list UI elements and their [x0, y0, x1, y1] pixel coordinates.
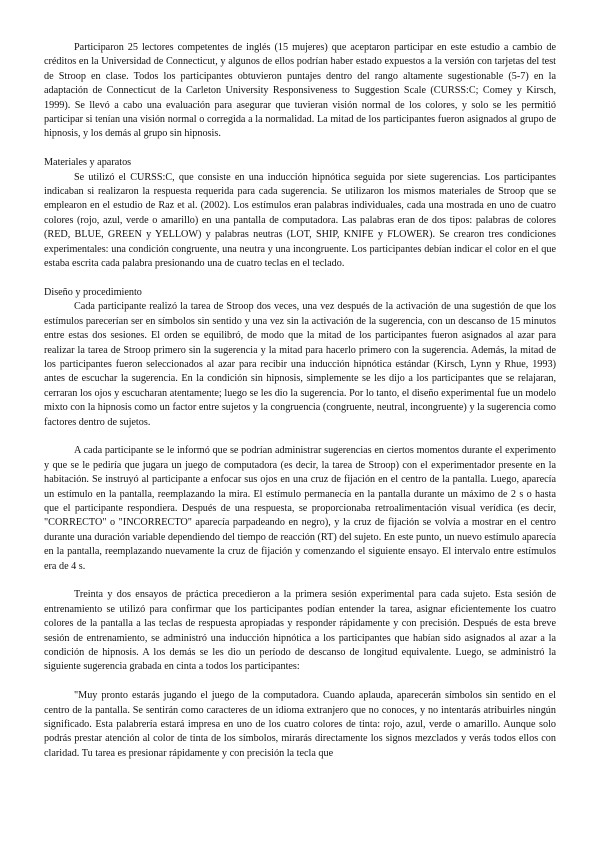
paragraph-suggestion-quote: "Muy pronto estarás jugando el juego de la computadora. Cuando aplauda, aparecerán símbolos sin sentido en el centro de la pantalla. Se sentirán como caracteres de un idioma extranjero que no conoces, y no intentarás atribuirles ningún significado. Esta palabrería estará impresa en uno de los cuatro colores de tinta: rojo, azul, verde o amarillo. Aunque solo podrás prestar atención al color de tinta de los símbolos, mirarás directamente los signos mezclados y verás todos ellos con claridad. Tu tarea es presionar rápidamente y con precisión la tecla que [44, 690, 556, 759]
paragraph-training: Treinta y dos ensayos de práctica precedieron a la primera sesión experimental para cada sujeto. Esta sesión de entrenamiento se utilizó para confirmar que los participantes podían entender la tarea, asignar eficientemente los cuatro colores de la pantalla a las teclas de respuesta apropiadas y responder rápidamente y con precisión. Después de esta breve sesión de entrenamiento, se administró una inducción hipnótica a los participantes que habían sido asignados al azar a la condición de hipnosis. A los demás se les dio un período de descanso de longitud equivalente. Luego, se administró la siguiente sugerencia grabada en cinta a todos los participantes: [44, 589, 556, 673]
heading-design: Diseño y procedimiento [44, 286, 142, 298]
heading-materials: Materiales y aparatos [44, 157, 132, 169]
paragraph-procedure: A cada participante se le informó que se podrían administrar sugerencias en ciertos momentos durante el experimento y que se le pediría que jugara un juego de computadora (es decir, la tarea de Stroop) con el experimentador presente en la habitación. Se instruyó al participante a enfocar sus ojos en una cruz de fijación en el centro de la pantalla. Luego, aparecía un estímulo en la pantalla, reemplazando la mira. El estímulo permanecía en la pantalla durante un máximo de 2 s o hasta que el participante respondiera. Después de una respuesta, se proporcionaba retroalimentación visual verídica (es decir, "CORRECTO" o "INCORRECTO" aparecía parpadeando en negro), y la cruz de fijación se volvía a mostrar en el centro durante una duración variable dependiendo del tiempo de reacción (RT) del sujeto. En este punto, un nuevo estímulo aparecía en la pantalla, reemplazando nuevamente la cruz de fijación y comenzando el siguiente ensayo. El intervalo entre estímulos era de 4 s. [44, 445, 556, 572]
paragraph-materials: Se utilizó el CURSS:C, que consiste en una inducción hipnótica seguida por siete sugerencias. Los participantes indicaban si realizaron la respuesta requerida para cada sugerencia. Se utilizaron los mismos materiales de Stroop que se emplearon en el estudio de Raz et al. (2002). Los estímulos eran palabras individuales, cada una mostrada en uno de cuatro colores (rojo, azul, verde o amarillo) en una pantalla de computadora. Las palabras eran de dos tipos: palabras de colores (RED, BLUE, GREEN y YELLOW) y palabras neutras (LOT, SHIP, KNIFE y FLOWER). Se crearon tres condiciones experimentales: una condición congruente, una neutra y una incongruente. Los participantes debían indicar el color en el que estaba escrita cada palabra presionando una de cuatro teclas en el teclado. [44, 171, 556, 270]
paragraph-design: Cada participante realizó la tarea de Stroop dos veces, una vez después de la activación de una sugestión de que los estímulos parecerían ser en símbolos sin sentido y una vez sin la activación de la sugerencia, con un descanso de 15 minutos entre estas dos sesiones. El orden se equilibró, de modo que la mitad de los participantes fueron asignados al azar para realizar la tarea de Stroop primero sin la sugerencia y la mitad para hacerlo primero con la sugerencia. Además, la mitad de los participantes fueron seleccionados al azar para recibir una inducción hipnótica estándar (Kirsch, Lynn y Rhue, 1993) antes de escuchar la sugerencia. En la condición sin hipnosis, simplemente se les dijo a los participantes que se relajaran, cerraran los ojos y escucharan atentamente; luego se les dio la sugerencia. Por lo tanto, el diseño experimental fue un modelo mixto con la hipnosis como un factor entre sujetos y la congruencia (congruente, neutral, incongruente) y la sugerencia como factores dentro de sujetos. [44, 301, 556, 428]
paragraph-participants: Participaron 25 lectores competentes de inglés (15 mujeres) que aceptaron participar en este estudio a cambio de créditos en la Universidad de Connecticut, y algunos de ellos podrían haber estado expuestos a la versión con tarjetas del test de Stroop en clase. Todos los participantes obtuvieron puntajes dentro del rango altamente sugestionable (5-7) en la adaptación de Connecticut de la Carleton University Responsiveness to Suggestion Scale (CURSS:C; Comey y Kirsch, 1999). Se llevó a cabo una evaluación para asegurar que tuvieran visión normal de los colores, y solo se les permitió participar si tenían una visión normal o corregida a la normalidad. La mitad de los participantes fueron asignados al grupo de hipnosis, y los demás al grupo sin hipnosis. [44, 42, 556, 140]
